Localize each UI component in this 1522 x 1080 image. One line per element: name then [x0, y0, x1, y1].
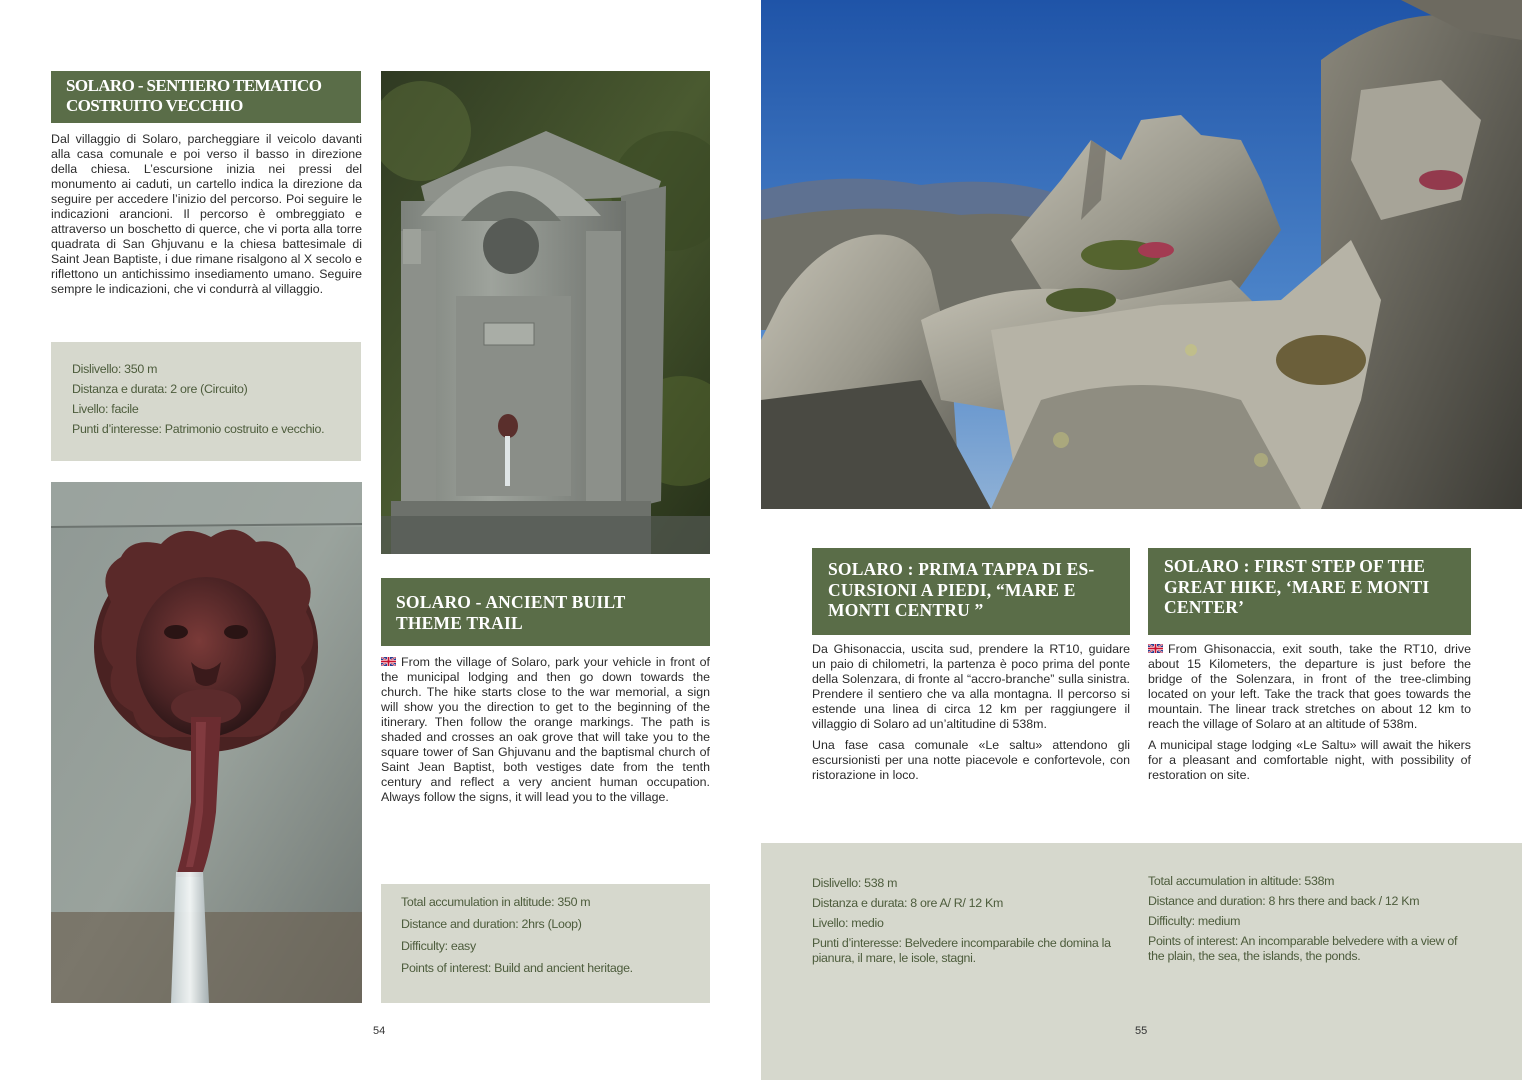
title-en-left — [381, 578, 710, 646]
lion-head-spout-photo — [51, 482, 362, 1003]
info-it-right — [812, 876, 1132, 966]
info-altitude: Dislivello: 538 m — [812, 876, 898, 890]
english-p1: From Ghisonaccia, exit south, take the RT10, drive about 15 Kilometers, the departure is just before the bridge of the Solenzara, in front of the tree-climbing located on your left. Take the track that goes towards the mountain. The linear track stretches on about 12 km to reach the village of Solaro at an altitude of 538m. — [1148, 642, 1471, 731]
info-altitude: Total accumulation in altitude: 350 m — [401, 895, 591, 909]
title-it-right — [812, 548, 1130, 635]
info-difficulty: Difficulty: medium — [1148, 914, 1241, 928]
fountain-photo — [381, 71, 710, 554]
mountain-rocks-photo — [761, 0, 1522, 509]
info-distance: Distanza e durata: 8 ore A/ R/ 12 Km — [812, 896, 1003, 910]
title-line: GREAT HIKE, ‘MARE E MONTI — [1164, 576, 1430, 597]
info-distance: Distanza e durata: 2 ore (Circuito) — [72, 382, 248, 396]
info-box-en-left — [381, 884, 710, 1003]
info-interest: Punti d’interesse: Patrimonio costruito e vecchio. — [72, 422, 325, 436]
italian-paragraph-right — [812, 642, 1130, 789]
title-line: MONTI CENTRU ” — [828, 600, 984, 621]
uk-flag-icon — [1148, 642, 1163, 651]
italian-text: Dal villaggio di Solaro, parcheggiare il veicolo davanti alla casa comunale e poi verso il basso in direzione della chiesa. L’escursione inizia nei pressi del monumento ai caduti, un cartello indica la direzione da seguire per accedere l’inizio del percorso. Poi seguire le indicazioni arancioni. Il percorso è ombreggiato e attraverso un boschetto di querce, che vi porta alla torre quadrata di San Ghjuvanu e la chiesa battesimale di Saint Jean Baptiste, i due rimane risalgono al X secolo e riflettono un antichissimo insediamento umano. Seguire sempre le indicazioni, che vi condurrà al villaggio. — [51, 132, 362, 296]
title-line: THEME TRAIL — [396, 612, 523, 633]
english-text: From the village of Solaro, park your vehicle in front of the municipal lodging and then go down towards the church. The hike starts close to the war memorial, a sign will show you the direction to get to the beginning of the itinerary. Then follow the orange markings. The path is shaded and crosses an oak grove that will take you to the square tower of San Ghjuvanu and the baptismal church of Saint Jean Baptist, both vestiges date from the tenth century and reflect a very ancient human occupation. Always follow the signs, it will lead you to the village. — [381, 655, 710, 804]
info-interest: Points of interest: An incomparable belvedere with a view of the plain, the sea, the islands, the ponds. — [1148, 934, 1458, 963]
info-level: Livello: medio — [812, 916, 884, 930]
italian-paragraph-left — [51, 132, 362, 303]
info-altitude: Dislivello: 350 m — [72, 362, 158, 376]
uk-flag-icon — [381, 655, 396, 664]
info-level: Livello: facile — [72, 402, 139, 416]
info-distance: Distance and duration: 8 hrs there and back / 12 Km — [1148, 894, 1420, 908]
title-line: CENTER’ — [1164, 597, 1245, 618]
title-en-right — [1148, 548, 1471, 635]
info-en-right — [1148, 874, 1473, 964]
title-it-left — [51, 71, 361, 123]
page-number-left: 54 — [373, 1025, 386, 1037]
english-paragraph-right — [1148, 642, 1471, 789]
italian-p1: Da Ghisonaccia, uscita sud, prendere la RT10, guidare un paio di chilometri, la partenza è poco prima del ponte della Solenzara, di fronte al “accro-branche” sulla sinistra. Prendere il sentiero che va alla montagna. Il percorso si estende una linea di circa 12 km per raggiungere il villaggio di Solaro ad un’altitudine di 538m. — [812, 642, 1130, 731]
title-line: SOLARO : FIRST STEP OF THE — [1164, 556, 1426, 576]
english-paragraph-left — [381, 655, 710, 811]
page-number-right: 55 — [1135, 1025, 1148, 1037]
title-line: SOLARO - SENTIERO TEMATICO — [66, 76, 322, 95]
info-interest: Punti d’interesse: Belvedere incomparabile che domina la pianura, il mare, le isole, stagni. — [812, 936, 1111, 965]
italian-p2: Una fase casa comunale «Le saltu» attendono gli escursionisti per una notte piacevole e confortevole, con ristorazione in loco. — [812, 738, 1130, 782]
info-altitude: Total accumulation in altitude: 538m — [1148, 874, 1335, 888]
info-box-it-left — [51, 342, 361, 461]
title-line: SOLARO : PRIMA TAPPA DI ES- — [828, 559, 1095, 579]
info-distance: Distance and duration: 2hrs (Loop) — [401, 917, 582, 931]
info-difficulty: Difficulty: easy — [401, 939, 476, 953]
title-line: SOLARO - ANCIENT BUILT — [396, 592, 626, 612]
title-line: COSTRUITO VECCHIO — [66, 96, 243, 116]
title-line: CURSIONI A PIEDI, “MARE E — [828, 579, 1076, 600]
info-interest: Points of interest: Build and ancient heritage. — [401, 961, 633, 975]
english-p2: A municipal stage lodging «Le Saltu» will await the hikers for a pleasant and comfortable night, with possibility of restoration on site. — [1148, 738, 1471, 782]
